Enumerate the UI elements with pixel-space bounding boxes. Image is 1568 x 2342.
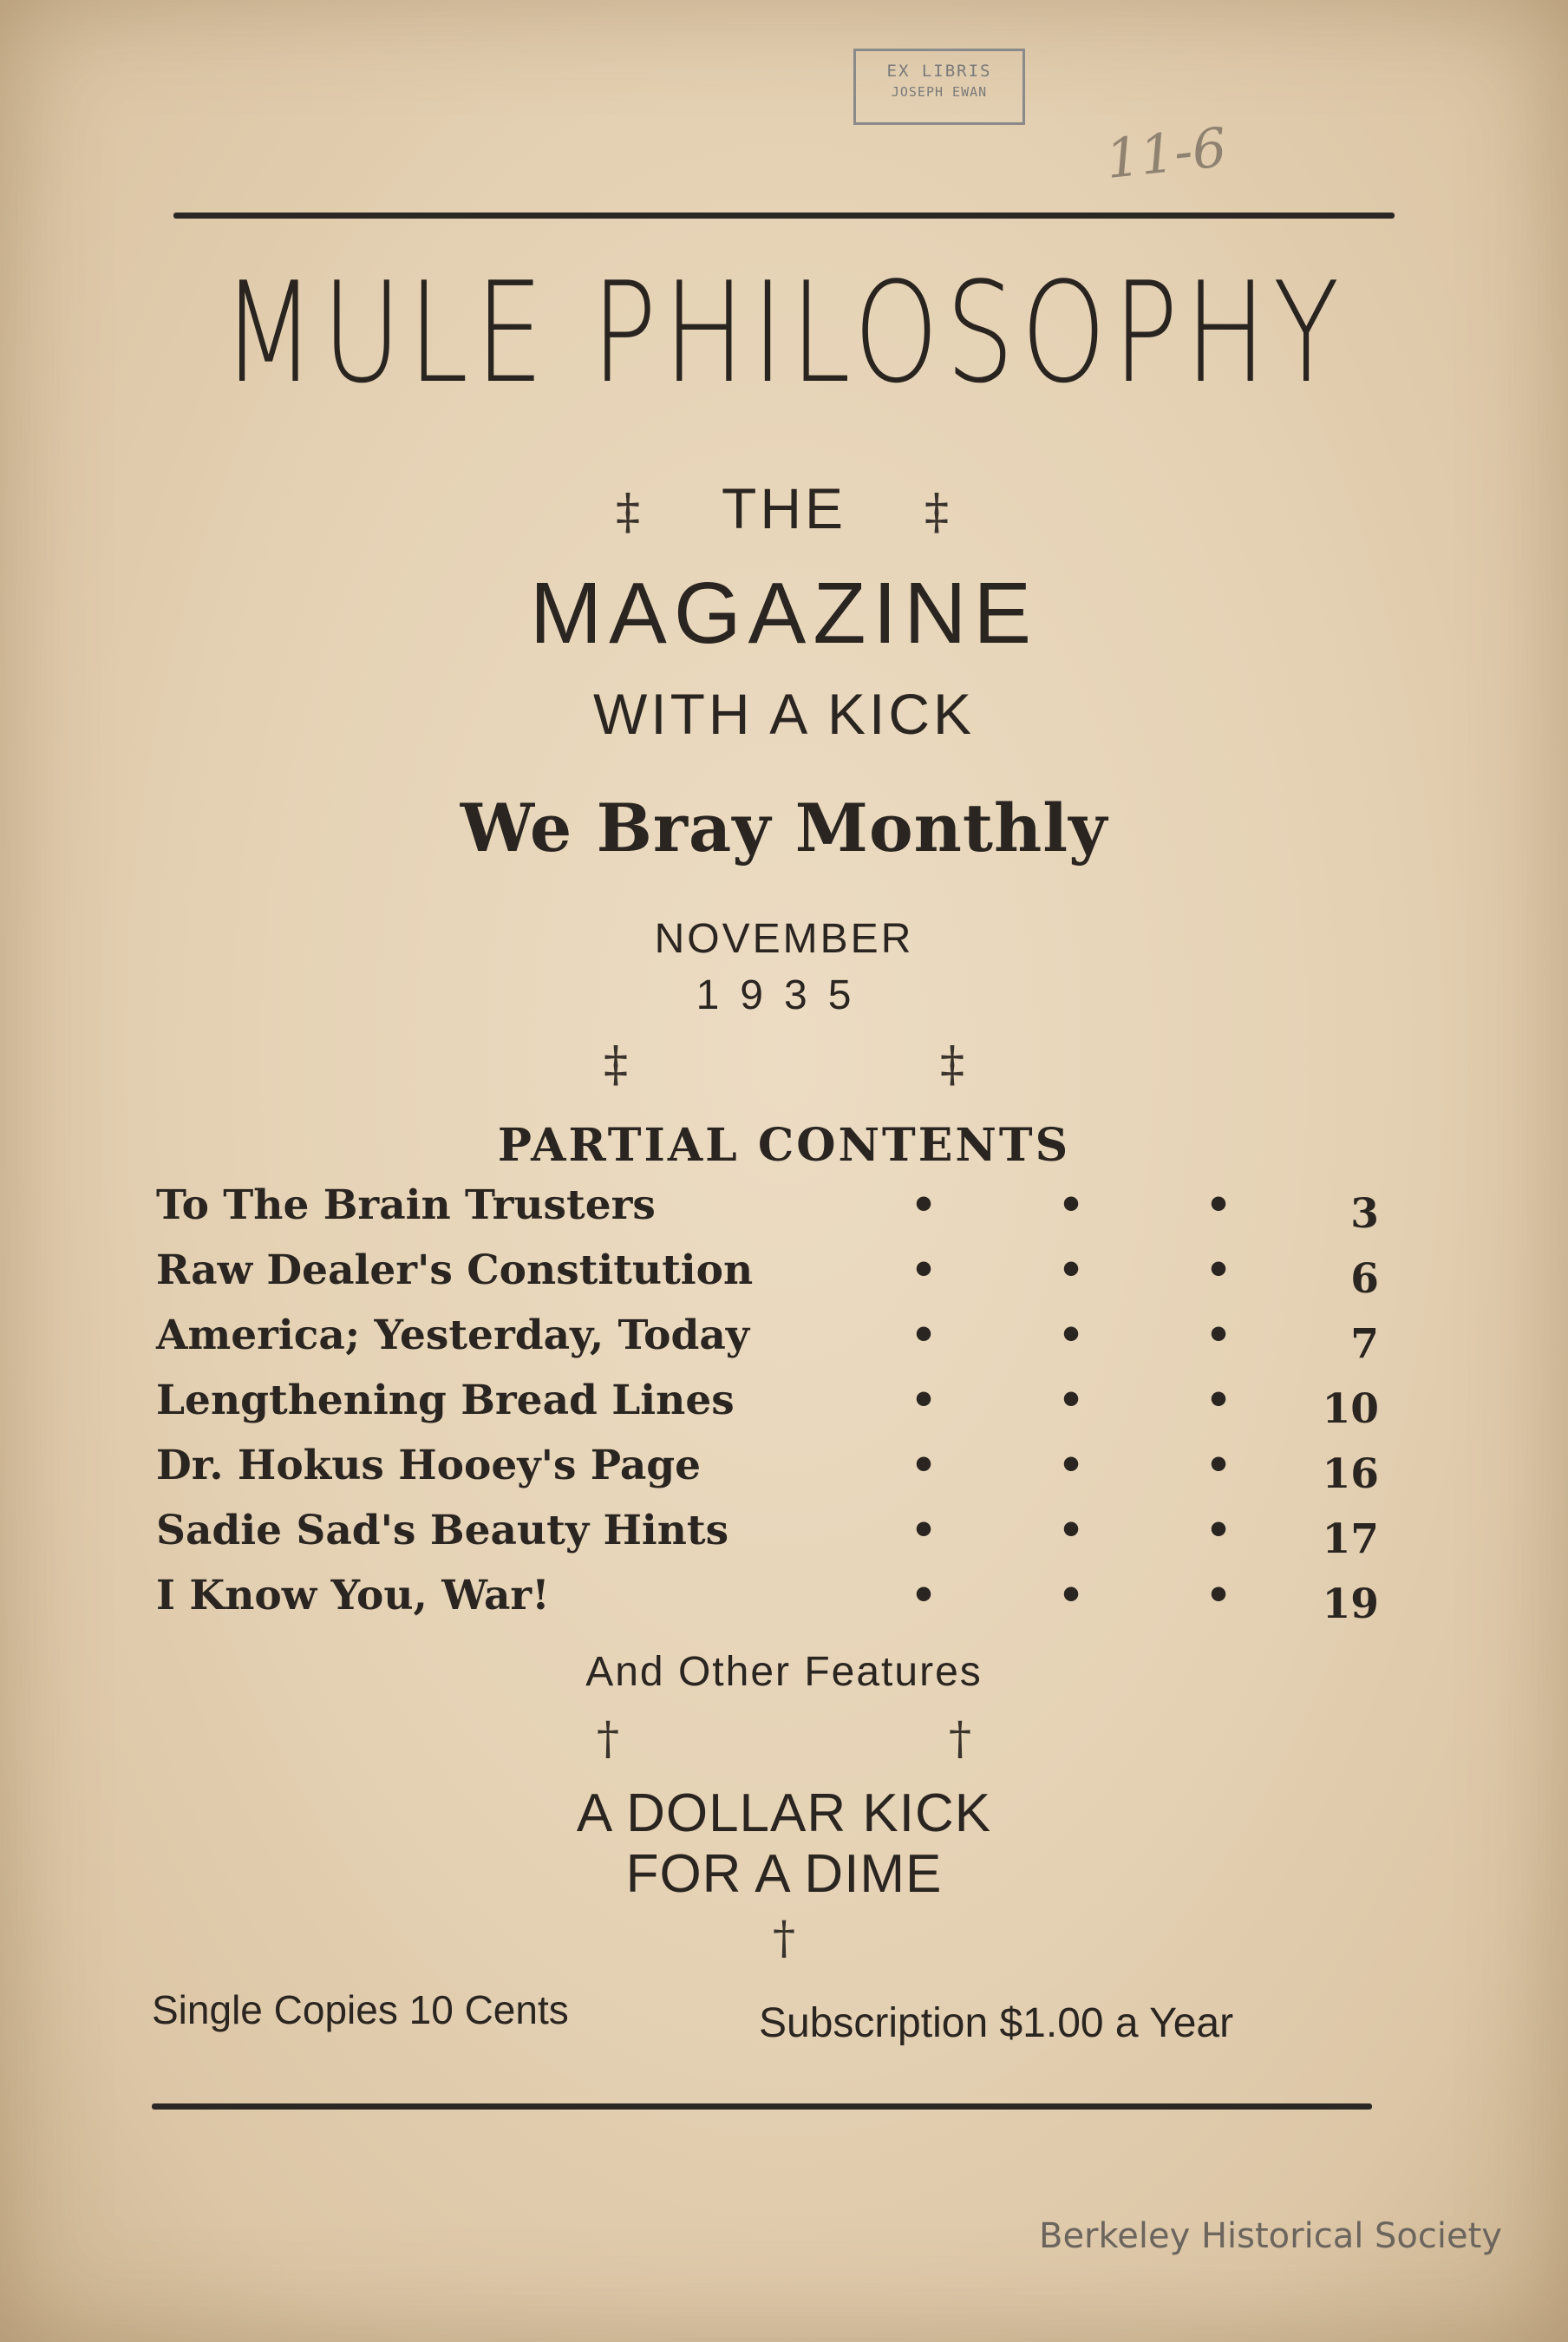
toc-title: I Know You, War! <box>156 1572 550 1619</box>
bottom-rule <box>152 2103 1372 2110</box>
leader-dot: • <box>911 1181 938 1229</box>
leader-dot: • <box>911 1442 938 1489</box>
contents-heading: PARTIAL CONTENTS <box>497 1119 1071 1172</box>
stamp-line-2: JOSEPH EWAN <box>891 84 988 100</box>
cross-ornament-row <box>0 1713 1568 1765</box>
leader-dot: • <box>1205 1312 1232 1359</box>
frequency-line: We Bray Monthly <box>460 789 1108 867</box>
toc-item <box>156 1507 1379 1572</box>
tagline: WITH A KICK <box>592 682 976 746</box>
ornament-row <box>0 1037 1568 1093</box>
magazine-label: MAGAZINE <box>529 565 1039 662</box>
leader-dot: • <box>1205 1507 1232 1554</box>
double-dagger-ornament-right: ‡ <box>924 484 952 540</box>
source-credit: Berkeley Historical Society <box>1039 2216 1502 2256</box>
leader-dot: • <box>1058 1246 1085 1294</box>
toc-page: 3 <box>1350 1190 1379 1238</box>
leader-dot: • <box>1058 1312 1085 1359</box>
leader-dot: • <box>1205 1442 1232 1489</box>
magazine-title: MULE PHILOSOPHY <box>221 252 1347 414</box>
toc-page: 17 <box>1322 1515 1379 1563</box>
other-features: And Other Features <box>585 1649 983 1695</box>
promo-line-2: FOR A DIME <box>625 1844 943 1904</box>
double-dagger-ornament: ‡ <box>940 1037 964 1093</box>
toc-item <box>156 1181 1379 1246</box>
toc-item <box>156 1572 1379 1637</box>
leader-dot: • <box>911 1572 938 1619</box>
leader-dot: • <box>1205 1246 1232 1294</box>
toc-item <box>156 1377 1379 1442</box>
toc-item <box>156 1312 1379 1377</box>
subscription-price: Subscription $1.00 a Year <box>759 2000 1234 2046</box>
leader-dot: • <box>1205 1181 1232 1229</box>
toc-item <box>156 1442 1379 1507</box>
dagger-ornament: † <box>773 1913 795 1965</box>
ex-libris-stamp <box>853 49 1025 125</box>
toc-item <box>156 1246 1379 1312</box>
issue-year: 1935 <box>696 972 872 1018</box>
toc-page: 19 <box>1322 1580 1379 1628</box>
double-dagger-ornament: ‡ <box>604 1037 628 1093</box>
toc-title: Lengthening Bread Lines <box>156 1377 735 1424</box>
toc-title: America; Yesterday, Today <box>156 1312 750 1359</box>
toc-title: Sadie Sad's Beauty Hints <box>156 1507 729 1554</box>
the-label: THE <box>722 476 846 540</box>
toc-title: To The Brain Trusters <box>156 1181 656 1229</box>
dagger-ornament: † <box>949 1713 971 1765</box>
table-of-contents <box>156 1181 1379 1637</box>
leader-dot: • <box>911 1377 938 1424</box>
toc-page: 16 <box>1322 1450 1379 1498</box>
leader-dot: • <box>911 1246 938 1294</box>
toc-page: 6 <box>1350 1255 1379 1303</box>
dagger-ornament: † <box>597 1713 619 1765</box>
leader-dot: • <box>911 1507 938 1554</box>
toc-title: Dr. Hokus Hooey's Page <box>156 1442 702 1489</box>
leader-dot: • <box>911 1312 938 1359</box>
leader-dot: • <box>1058 1507 1085 1554</box>
promo-line-1: A DOLLAR KICK <box>576 1783 992 1843</box>
leader-dot: • <box>1205 1377 1232 1424</box>
toc-title: Raw Dealer's Constitution <box>156 1246 754 1294</box>
toc-page: 10 <box>1322 1385 1379 1433</box>
leader-dot: • <box>1058 1377 1085 1424</box>
handwritten-note: 11-6 <box>1102 114 1230 192</box>
leader-dot: • <box>1205 1572 1232 1619</box>
toc-page: 7 <box>1350 1320 1379 1368</box>
leader-dot: • <box>1058 1572 1085 1619</box>
top-rule <box>173 213 1395 219</box>
leader-dot: • <box>1058 1442 1085 1489</box>
leader-dot: • <box>1058 1181 1085 1229</box>
double-dagger-ornament-left: ‡ <box>616 484 644 540</box>
issue-month: NOVEMBER <box>654 916 914 962</box>
single-copy-price: Single Copies 10 Cents <box>152 1987 569 2032</box>
stamp-line-1: EX LIBRIS <box>886 62 992 81</box>
the-row <box>0 475 1568 541</box>
